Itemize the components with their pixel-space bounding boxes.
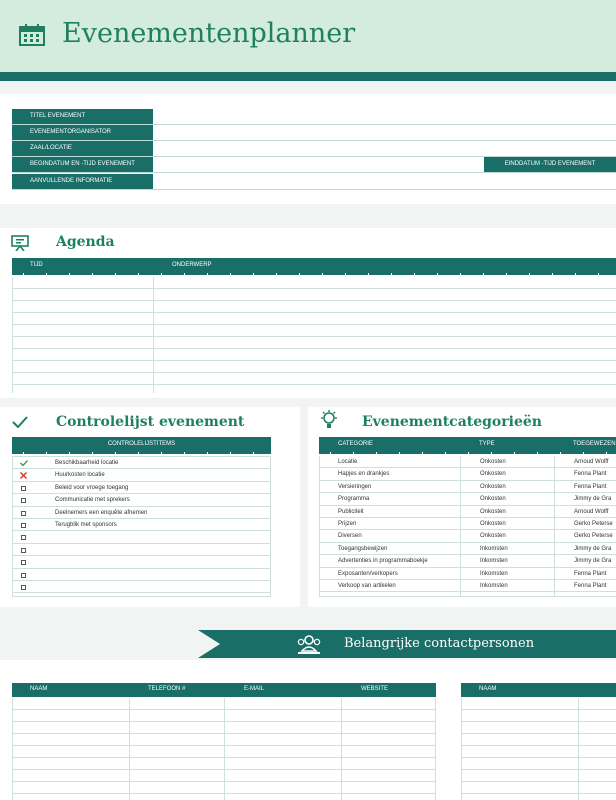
- end-date-label: EINDDATUM -TIJD EVENEMENT: [484, 157, 616, 172]
- category-row[interactable]: [320, 543, 616, 555]
- contacts-col-name: NAAM: [30, 686, 48, 692]
- contacts-grid-2[interactable]: [461, 698, 616, 800]
- category-row[interactable]: [320, 580, 616, 592]
- category-name: Prijzen: [338, 521, 357, 527]
- category-row[interactable]: [320, 518, 616, 530]
- contacts-col-email: E-MAIL: [244, 686, 265, 692]
- categories-col-type: TYPE: [479, 441, 495, 447]
- checklist-col-items: CONTROLELIJSTITEMS: [107, 441, 176, 447]
- category-row[interactable]: [320, 555, 616, 567]
- checkbox[interactable]: [21, 560, 26, 565]
- agenda-title: Agenda: [56, 234, 115, 250]
- checkmark-icon[interactable]: [20, 460, 28, 466]
- checklist-item-label: Beschikbaarheid locatie: [55, 460, 119, 466]
- category-assignee: Arnoud Wolff: [574, 459, 609, 465]
- category-assignee: Fenna Plant: [574, 570, 607, 577]
- category-assignee: Jimmy de Gra: [574, 545, 612, 552]
- contacts-col-website: WEBSITE: [361, 686, 389, 692]
- checklist-row[interactable]: [13, 507, 270, 519]
- category-type: Onkosten: [480, 459, 506, 465]
- contacts-header-2: [461, 683, 616, 697]
- checkbox[interactable]: [21, 511, 26, 516]
- header-accent-bar: [0, 72, 616, 81]
- category-name: Hapjes en drankjes: [338, 471, 390, 478]
- contacts2-col-name: NAAM: [479, 686, 497, 692]
- start-date-label: BEGINDATUM EN -TIJD EVENEMENT: [12, 157, 153, 172]
- category-type: Inkomsten: [480, 558, 508, 565]
- event-organizer-label: EVENEMENTORGANISATOR: [12, 125, 153, 140]
- checklist-row[interactable]: [13, 482, 270, 494]
- category-row[interactable]: [320, 468, 616, 480]
- category-name: Programma: [338, 496, 370, 503]
- checkbox[interactable]: [21, 498, 26, 503]
- checklist-row[interactable]: [13, 556, 270, 568]
- category-type: Inkomsten: [480, 545, 508, 552]
- category-assignee: Gerko Peterse: [574, 521, 613, 527]
- category-row[interactable]: [320, 456, 616, 468]
- checklist-row[interactable]: [13, 457, 270, 469]
- category-type: Onkosten: [480, 521, 506, 527]
- category-type: Onkosten: [480, 471, 506, 478]
- checklist-item-label: Deelnemers een enquête afnemen: [55, 509, 148, 516]
- calendar-icon: [19, 24, 45, 46]
- checklist-row[interactable]: [13, 519, 270, 531]
- category-row[interactable]: [320, 481, 616, 493]
- additional-info-label: AANVULLENDE INFORMATIE: [12, 174, 153, 189]
- agenda-col-time: TIJD: [30, 262, 43, 268]
- category-name: Verkoop van artikelen: [338, 583, 396, 589]
- category-name: Toegangsbewijzen: [338, 545, 388, 552]
- categories-col-category: CATEGORIE: [338, 441, 373, 447]
- lightbulb-icon: [320, 410, 338, 430]
- agenda-header: [12, 258, 616, 275]
- event-title-label: TITEL EVENEMENT: [12, 109, 153, 124]
- cross-icon[interactable]: [20, 472, 27, 479]
- category-assignee: Fenna Plant: [574, 583, 607, 589]
- event-organizer-row[interactable]: [12, 125, 616, 141]
- category-type: Onkosten: [480, 508, 506, 515]
- category-assignee: Jimmy de Gra: [574, 558, 612, 565]
- category-assignee: Arnoud Wolff: [574, 508, 609, 515]
- contacts-title: Belangrijke contactpersonen: [344, 636, 535, 651]
- category-name: Advertenties in programmaboekje: [338, 558, 428, 565]
- checkbox[interactable]: [21, 535, 26, 540]
- checklist-row[interactable]: [13, 581, 270, 593]
- checkbox[interactable]: [21, 486, 26, 491]
- checklist-item-label: Terugblik met sponsors: [55, 522, 117, 528]
- start-date-row[interactable]: [12, 157, 616, 173]
- column-divider: [554, 456, 555, 597]
- category-name: Locatie: [338, 459, 358, 465]
- contacts-col-phone: TELEFOON #: [148, 686, 186, 692]
- agenda-col-subject: ONDERWERP: [172, 262, 212, 268]
- category-type: Inkomsten: [480, 583, 508, 589]
- category-type: Onkosten: [480, 533, 506, 540]
- checkbox[interactable]: [21, 585, 26, 590]
- category-row[interactable]: [320, 530, 616, 542]
- checklist-row[interactable]: [13, 544, 270, 556]
- categories-col-assigned: TOEGEWEZEN: [573, 441, 616, 447]
- checklist-item-label: Communicatie met sprekers: [55, 497, 130, 504]
- column-divider: [460, 456, 461, 597]
- event-title-row[interactable]: [12, 109, 616, 125]
- checklist-row[interactable]: [13, 494, 270, 506]
- checklist-row[interactable]: [13, 531, 270, 543]
- category-row[interactable]: [320, 506, 616, 518]
- agenda-grid[interactable]: [12, 277, 616, 393]
- checklist-item-label: Beleid voor vroege toegang: [55, 484, 129, 491]
- contacts-header: [12, 683, 436, 697]
- checklist-header: [12, 437, 271, 454]
- checkbox[interactable]: [21, 548, 26, 553]
- checklist-title: Controlelijst evenement: [56, 414, 245, 430]
- category-type: Inkomsten: [480, 570, 508, 577]
- checklist-row[interactable]: [13, 569, 270, 581]
- page-title: Evenementenplanner: [62, 18, 356, 49]
- contacts-people-icon: [296, 633, 322, 655]
- category-type: Onkosten: [480, 496, 506, 503]
- checkmark-icon: [12, 416, 28, 428]
- venue-label: ZAAL/LOCATIE: [12, 141, 153, 156]
- category-assignee: Fenna Plant: [574, 483, 607, 490]
- categories-body: [319, 456, 616, 597]
- categories-title: Evenementcategorieën: [362, 414, 542, 430]
- checklist-item-label: Huurkosten locatie: [55, 472, 105, 479]
- categories-header: [319, 437, 616, 454]
- checkbox[interactable]: [21, 573, 26, 578]
- additional-info-row[interactable]: [12, 174, 616, 190]
- category-name: Diversen: [338, 533, 362, 540]
- category-assignee: Jimmy de Gra: [574, 496, 612, 503]
- category-assignee: Gerko Peterse: [574, 533, 613, 540]
- checklist-body: [12, 456, 271, 597]
- category-name: Exposanten/verkopers: [338, 570, 398, 577]
- checklist-row[interactable]: [13, 469, 270, 481]
- checkbox[interactable]: [21, 523, 26, 528]
- category-assignee: Fenna Plant: [574, 471, 607, 478]
- venue-row[interactable]: [12, 141, 616, 157]
- category-name: Publiciteit: [338, 508, 364, 515]
- category-row[interactable]: [320, 568, 616, 580]
- presentation-board-icon: [11, 235, 29, 251]
- category-name: Versieringen: [338, 483, 372, 490]
- category-row[interactable]: [320, 493, 616, 505]
- category-type: Onkosten: [480, 483, 506, 490]
